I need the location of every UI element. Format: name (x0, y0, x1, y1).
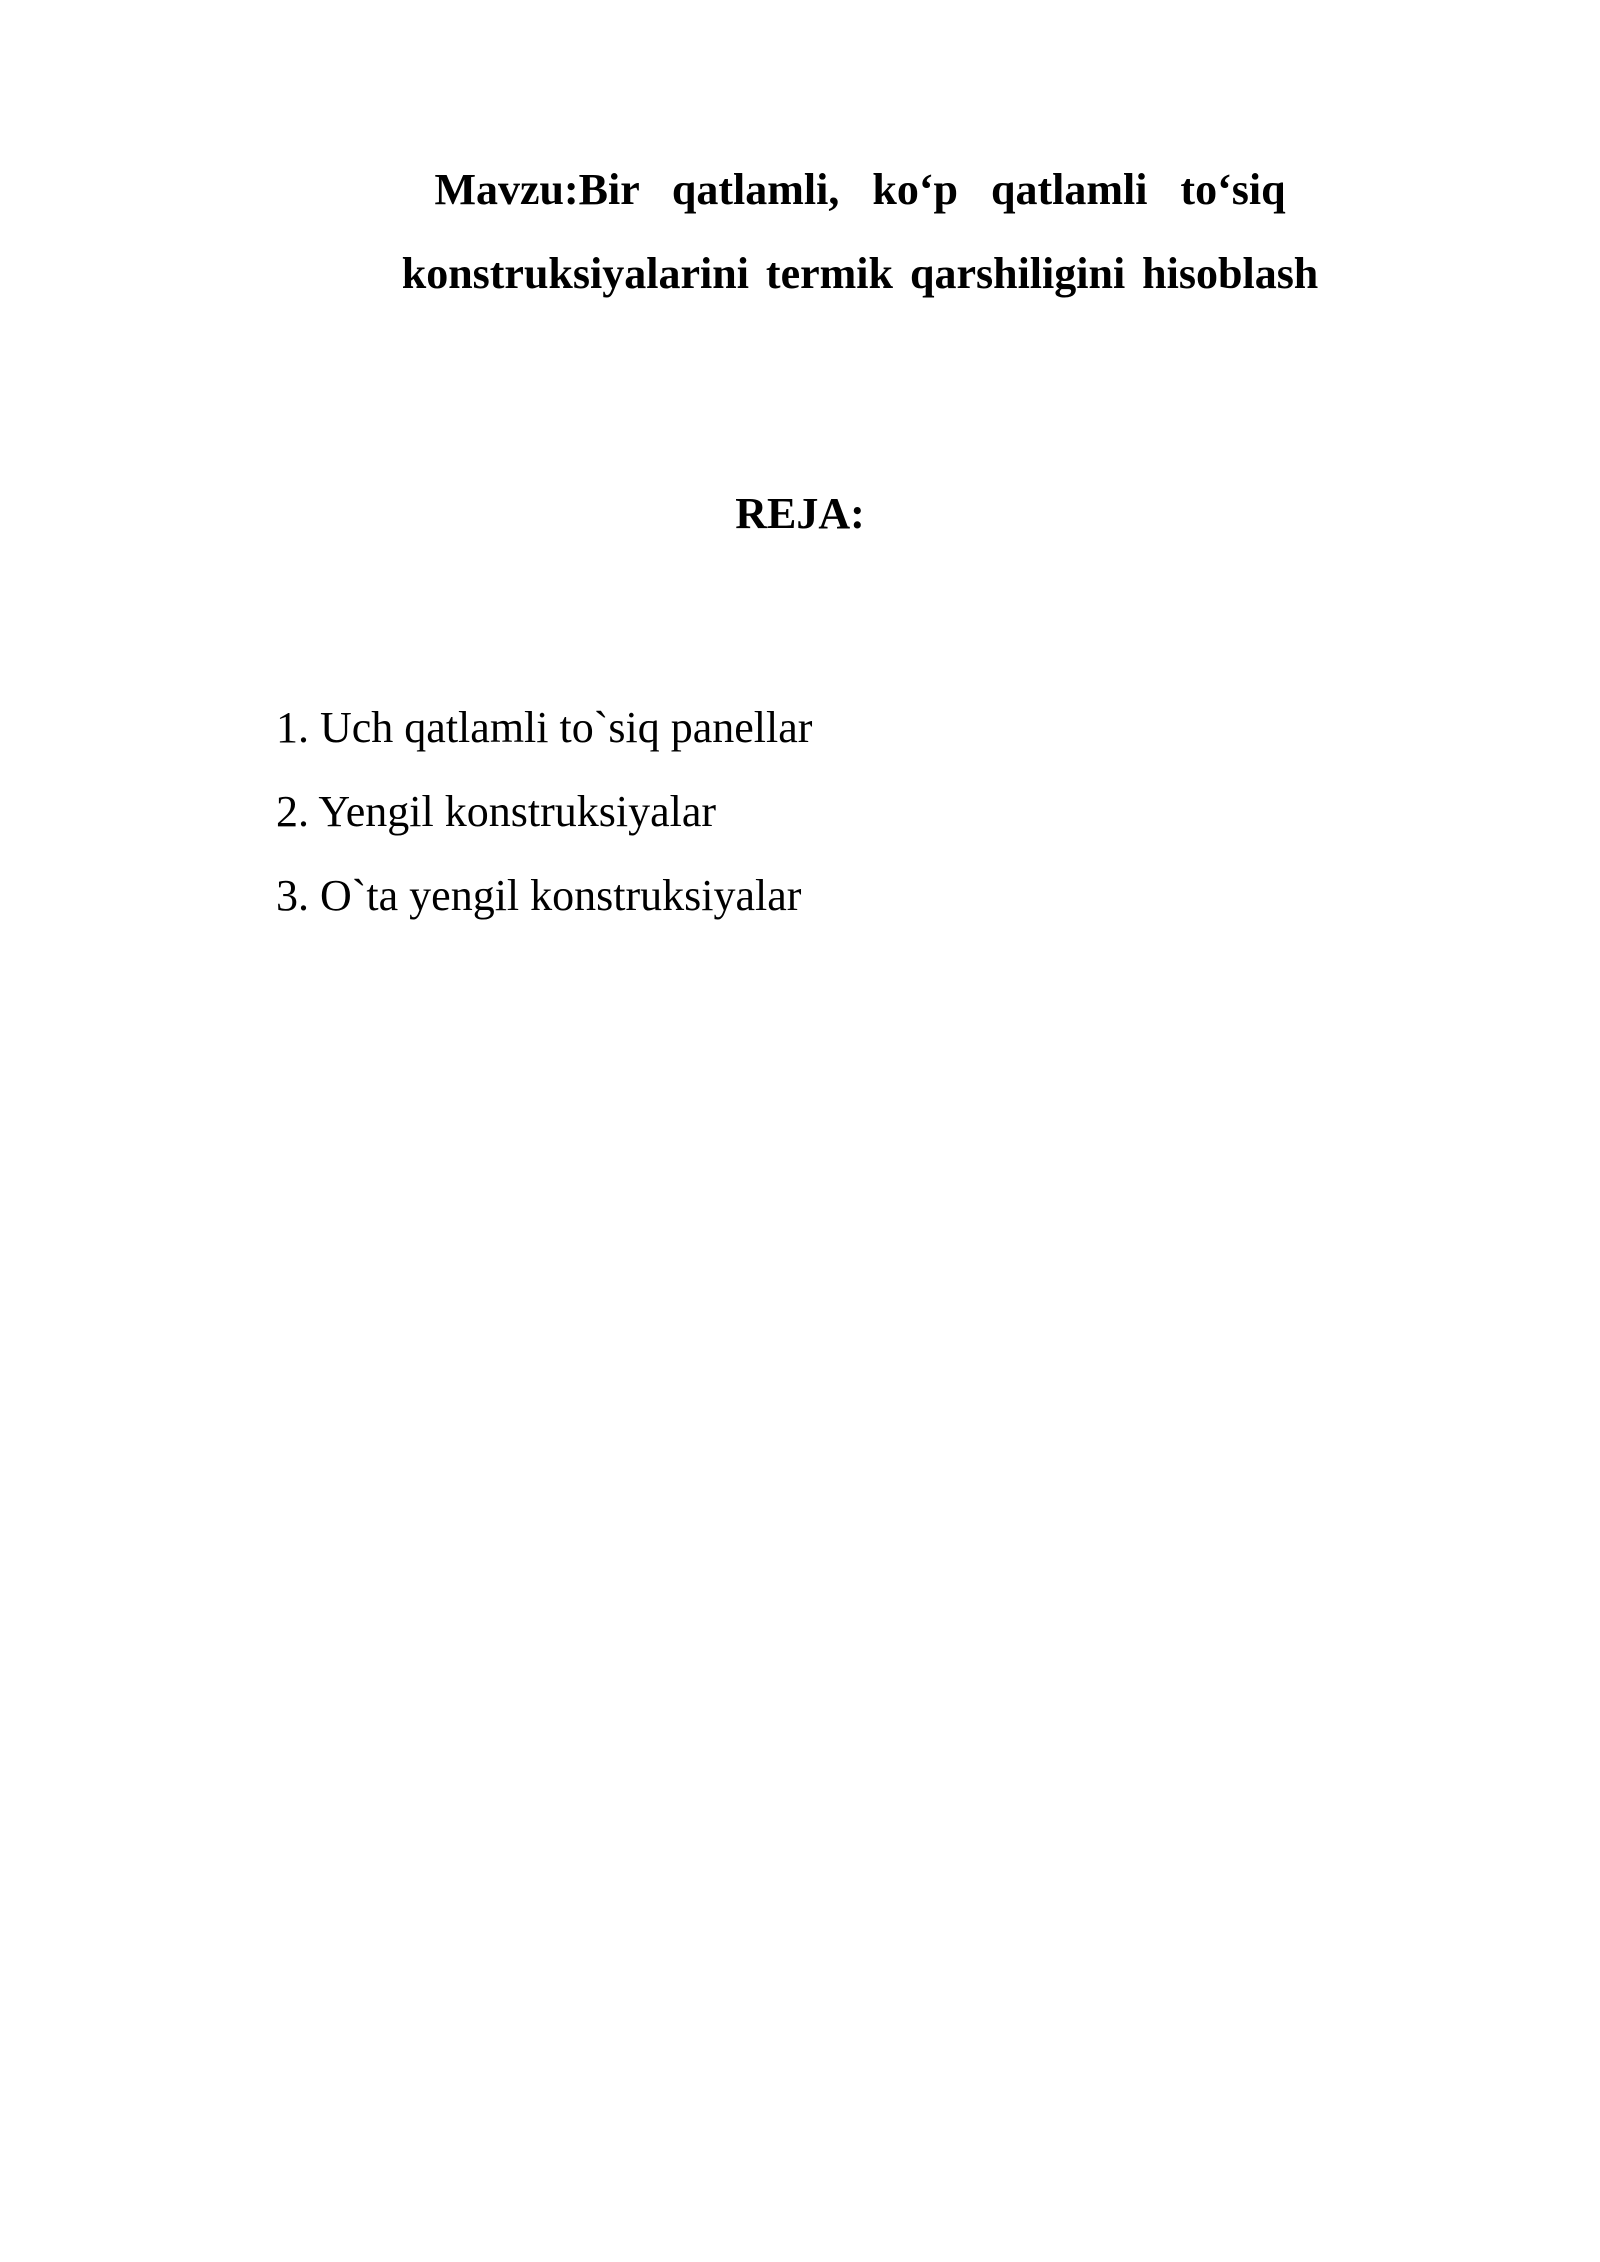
document-title (340, 148, 1380, 316)
title-line-2: konstruksiyalarini termik qarshiligini hisoblash (401, 249, 1319, 298)
plan-item: 1. Uch qatlamli to`siq panellar (276, 703, 813, 752)
plan-item: 2. Yengil konstruksiyalar (276, 787, 716, 836)
title-line-1: Mavzu:Bir qatlamli, ko‘p qatlamli to‘siq (434, 165, 1286, 214)
plan-item: 3. O`ta yengil konstruksiyalar (276, 871, 802, 920)
plan-list (276, 686, 812, 938)
plan-heading: REJA: (735, 489, 865, 538)
